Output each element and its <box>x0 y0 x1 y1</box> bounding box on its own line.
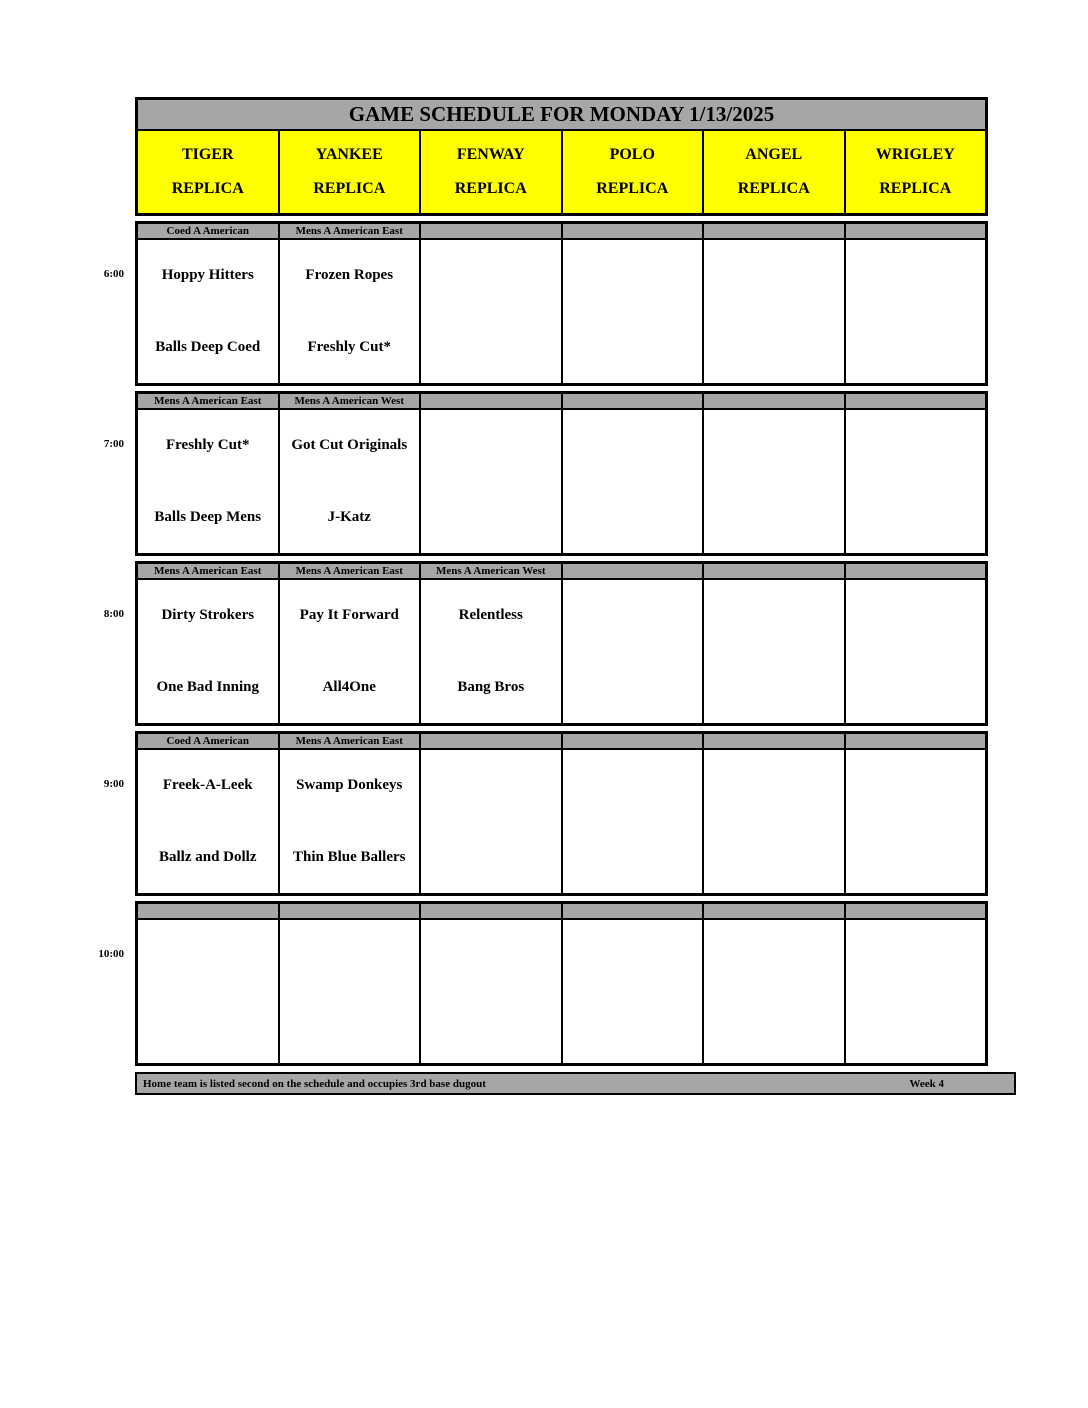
league-row-700 <box>138 394 985 410</box>
away-team <box>421 750 561 822</box>
game-cell-1000-fenway <box>421 920 563 1063</box>
home-team <box>563 822 703 894</box>
league-cell-1000-tiger <box>138 904 280 918</box>
game-cell-900-yankee <box>280 750 422 893</box>
game-cell-1000-tiger <box>138 920 280 1063</box>
timeslot-section-1000 <box>98 901 988 1066</box>
game-cell-900-fenway <box>421 750 563 893</box>
footer-bar <box>135 1072 1016 1095</box>
field-header-tiger <box>138 131 280 213</box>
league-cell-800-polo <box>563 564 705 578</box>
away-team <box>421 920 561 992</box>
home-team <box>704 822 844 894</box>
league-cell-700-polo <box>563 394 705 408</box>
away-team <box>563 750 703 822</box>
league-cell-700-yankee: Mens A American West <box>280 394 422 408</box>
game-cell-600-yankee <box>280 240 422 383</box>
schedule-table <box>98 97 988 1095</box>
field-header-polo <box>563 131 705 213</box>
home-team: One Bad Inning <box>156 678 260 695</box>
time-label-700: 7:00 <box>103 438 124 450</box>
away-team <box>563 920 703 992</box>
field-header-wrigley <box>846 131 986 213</box>
league-cell-700-fenway <box>421 394 563 408</box>
league-cell-600-yankee: Mens A American East <box>280 224 422 238</box>
week-label: Week 4 <box>909 1077 944 1090</box>
timeslot-section-700 <box>103 391 988 556</box>
league-cell-700-tiger: Mens A American East <box>138 394 280 408</box>
home-team: Thin Blue Ballers <box>292 848 406 865</box>
game-cell-700-yankee <box>280 410 422 553</box>
away-team <box>421 240 561 312</box>
home-team: Ballz and Dollz <box>158 848 257 865</box>
field-sub: REPLICA <box>596 180 669 197</box>
home-team <box>846 822 986 894</box>
away-team <box>563 240 703 312</box>
game-cell-700-tiger <box>138 410 280 553</box>
field-header-yankee <box>280 131 422 213</box>
game-cell-600-tiger <box>138 240 280 383</box>
game-cell-700-wrigley <box>846 410 986 553</box>
game-cell-900-polo <box>563 750 705 893</box>
game-cell-1000-polo <box>563 920 705 1063</box>
away-team <box>704 750 844 822</box>
home-team <box>846 482 986 554</box>
away-team <box>563 580 703 652</box>
league-row-800 <box>138 564 985 580</box>
league-cell-900-wrigley <box>846 734 986 748</box>
league-cell-700-angel <box>704 394 846 408</box>
away-team: Hoppy Hitters <box>161 267 254 284</box>
game-row-600 <box>138 240 985 383</box>
home-team: Balls Deep Coed <box>155 338 261 355</box>
home-team <box>421 992 561 1064</box>
game-row-900 <box>138 750 985 893</box>
away-team: Frozen Ropes <box>305 267 394 284</box>
home-team <box>846 652 986 724</box>
home-team: Bang Bros <box>457 678 525 695</box>
away-team <box>846 580 986 652</box>
game-cell-700-angel <box>704 410 846 553</box>
footer-note: Home team is listed second on the schedule and occupies 3rd base dugout <box>143 1077 486 1090</box>
timeslot-section-600 <box>103 221 988 386</box>
league-cell-600-fenway <box>421 224 563 238</box>
league-row-1000 <box>138 904 985 920</box>
league-cell-1000-wrigley <box>846 904 986 918</box>
field-name: TIGER <box>181 146 234 163</box>
league-cell-900-polo <box>563 734 705 748</box>
away-team <box>138 920 278 992</box>
league-cell-700-wrigley <box>846 394 986 408</box>
league-cell-600-tiger: Coed A American <box>138 224 280 238</box>
league-cell-600-wrigley <box>846 224 986 238</box>
game-cell-800-angel <box>704 580 846 723</box>
away-team <box>704 580 844 652</box>
league-cell-800-tiger: Mens A American East <box>138 564 280 578</box>
away-team: Swamp Donkeys <box>296 777 403 794</box>
league-cell-800-wrigley <box>846 564 986 578</box>
league-cell-900-angel <box>704 734 846 748</box>
away-team <box>704 240 844 312</box>
game-cell-1000-yankee <box>280 920 422 1063</box>
league-cell-1000-polo <box>563 904 705 918</box>
league-cell-800-angel <box>704 564 846 578</box>
game-cell-900-tiger <box>138 750 280 893</box>
time-label-1000: 10:00 <box>98 948 124 960</box>
away-team <box>846 920 986 992</box>
game-row-800 <box>138 580 985 723</box>
field-name: YANKEE <box>315 146 383 163</box>
field-name: WRIGLEY <box>875 146 955 163</box>
league-cell-900-yankee: Mens A American East <box>280 734 422 748</box>
home-team <box>846 312 986 384</box>
game-cell-600-angel <box>704 240 846 383</box>
league-cell-900-tiger: Coed A American <box>138 734 280 748</box>
game-cell-800-fenway <box>421 580 563 723</box>
home-team <box>704 992 844 1064</box>
timeslot-section-900 <box>103 731 988 896</box>
away-team <box>704 920 844 992</box>
away-team <box>846 750 986 822</box>
home-team <box>563 482 703 554</box>
home-team <box>421 822 561 894</box>
game-cell-700-fenway <box>421 410 563 553</box>
home-team <box>704 482 844 554</box>
field-sub: REPLICA <box>171 180 244 197</box>
away-team: Pay It Forward <box>299 607 399 624</box>
field-header-fenway <box>421 131 563 213</box>
home-team <box>563 652 703 724</box>
away-team: Got Cut Originals <box>291 437 408 454</box>
schedule-title: GAME SCHEDULE FOR MONDAY 1/13/2025 <box>138 100 985 131</box>
field-name: POLO <box>609 146 655 163</box>
away-team: Relentless <box>458 607 523 624</box>
home-team <box>846 992 986 1064</box>
league-cell-1000-yankee <box>280 904 422 918</box>
league-cell-1000-fenway <box>421 904 563 918</box>
header-block <box>135 97 988 216</box>
away-team: Dirty Strokers <box>161 607 255 624</box>
league-cell-800-fenway: Mens A American West <box>421 564 563 578</box>
game-cell-700-polo <box>563 410 705 553</box>
game-cell-1000-angel <box>704 920 846 1063</box>
away-team <box>846 240 986 312</box>
league-cell-600-angel <box>704 224 846 238</box>
away-team: Freshly Cut* <box>166 437 250 454</box>
game-cell-800-polo <box>563 580 705 723</box>
away-team <box>421 410 561 482</box>
home-team: J-Katz <box>327 508 371 525</box>
game-cell-800-wrigley <box>846 580 986 723</box>
field-sub: REPLICA <box>454 180 527 197</box>
away-team <box>563 410 703 482</box>
field-name: ANGEL <box>745 146 803 163</box>
home-team <box>563 312 703 384</box>
away-team: Freek-A-Leek <box>162 777 253 794</box>
away-team <box>280 920 420 992</box>
league-row-900 <box>138 734 985 750</box>
time-label-600: 6:00 <box>103 268 124 280</box>
home-team <box>421 482 561 554</box>
home-team <box>563 992 703 1064</box>
field-sub: REPLICA <box>313 180 386 197</box>
away-team <box>846 410 986 482</box>
league-cell-1000-angel <box>704 904 846 918</box>
league-row-600 <box>138 224 985 240</box>
home-team <box>138 992 278 1064</box>
game-cell-800-tiger <box>138 580 280 723</box>
time-label-800: 8:00 <box>103 608 124 620</box>
away-team <box>704 410 844 482</box>
game-row-1000 <box>138 920 985 1063</box>
game-cell-1000-wrigley <box>846 920 986 1063</box>
home-team <box>421 312 561 384</box>
field-sub: REPLICA <box>737 180 810 197</box>
field-header-row <box>138 131 985 213</box>
field-header-angel <box>704 131 846 213</box>
field-name: FENWAY <box>456 146 525 163</box>
home-team <box>704 652 844 724</box>
game-cell-900-angel <box>704 750 846 893</box>
field-sub: REPLICA <box>879 180 952 197</box>
game-cell-600-fenway <box>421 240 563 383</box>
time-label-900: 9:00 <box>103 778 124 790</box>
game-cell-600-wrigley <box>846 240 986 383</box>
league-cell-600-polo <box>563 224 705 238</box>
game-cell-800-yankee <box>280 580 422 723</box>
league-cell-800-yankee: Mens A American East <box>280 564 422 578</box>
game-row-700 <box>138 410 985 553</box>
home-team: Balls Deep Mens <box>154 508 262 525</box>
home-team <box>280 992 420 1064</box>
timeslot-section-800 <box>103 561 988 726</box>
home-team: Freshly Cut* <box>307 338 391 355</box>
league-cell-900-fenway <box>421 734 563 748</box>
game-cell-600-polo <box>563 240 705 383</box>
home-team <box>704 312 844 384</box>
game-cell-900-wrigley <box>846 750 986 893</box>
home-team: All4One <box>322 678 376 695</box>
